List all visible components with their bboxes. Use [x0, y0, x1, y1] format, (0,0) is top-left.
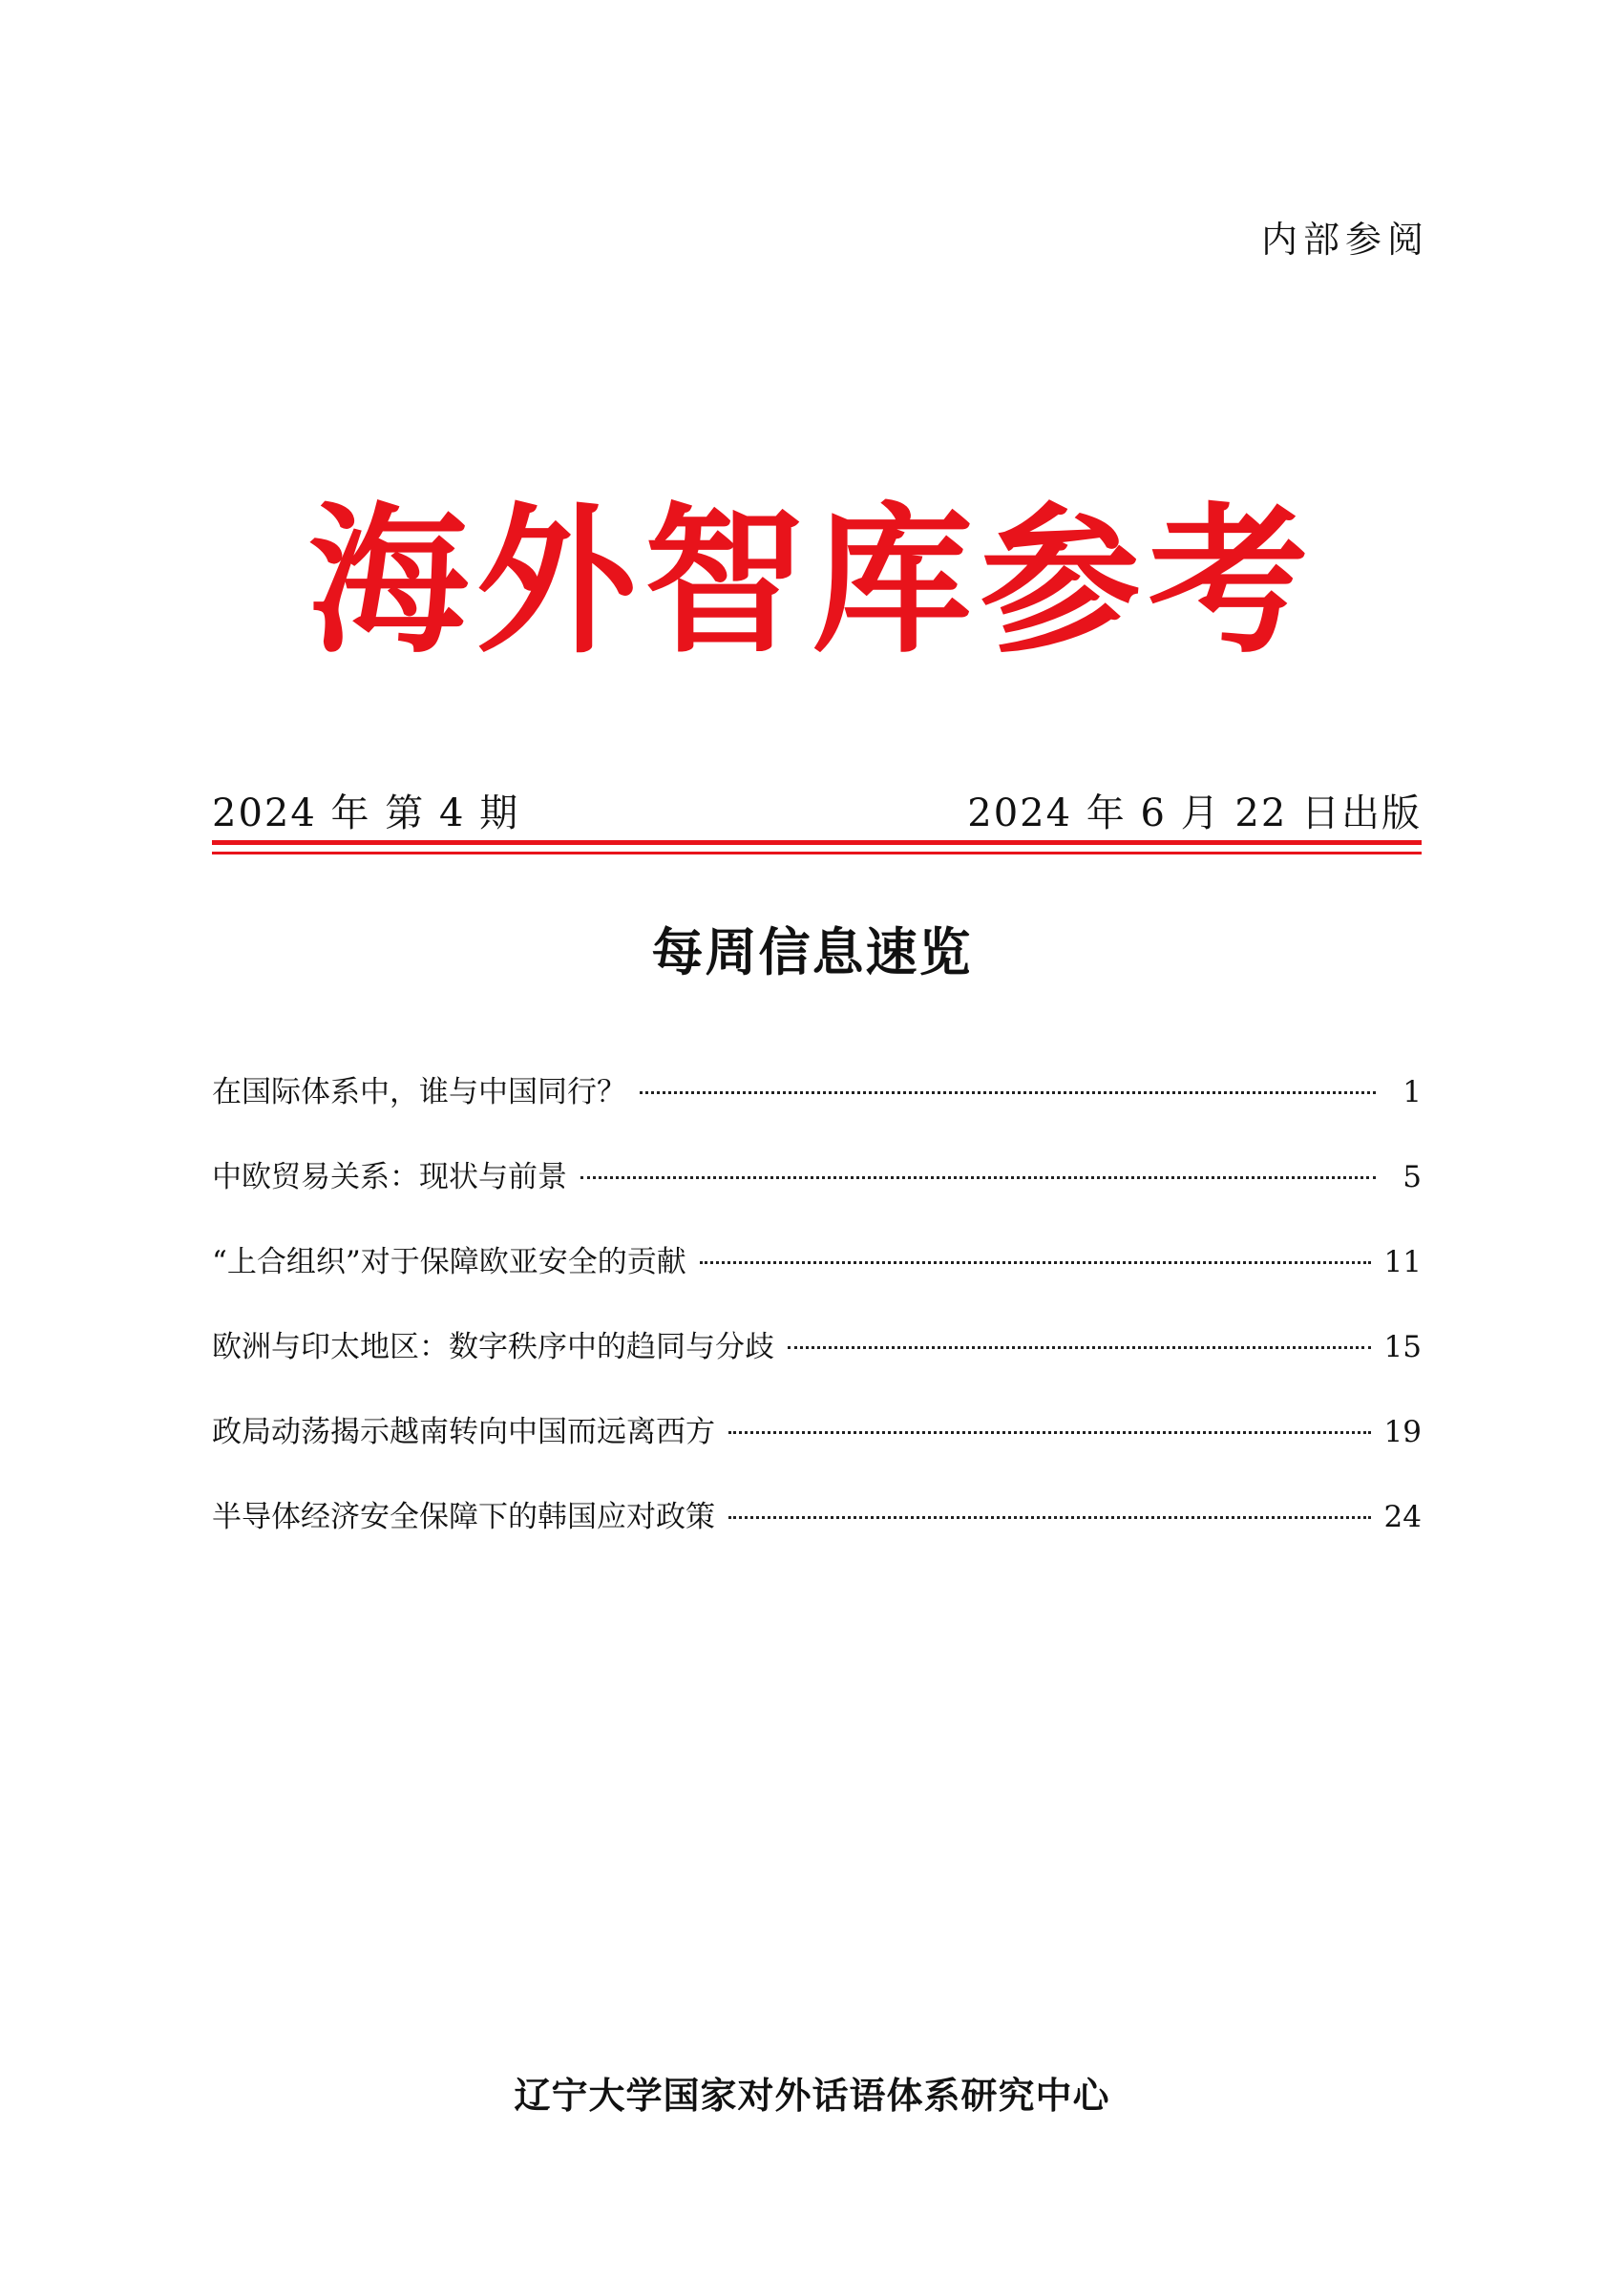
red-rule-thin — [212, 852, 1422, 854]
toc-dot-leader — [728, 1516, 1371, 1519]
toc-entry-title: “上合组织”对于保障欧亚安全的贡献 — [212, 1245, 686, 1279]
toc-entry[interactable] — [212, 1067, 1422, 1152]
toc-entry[interactable] — [212, 1407, 1422, 1492]
publish-date: 2024 年 6 月 22 日出版 — [967, 791, 1422, 835]
toc-entry-title: 半导体经济安全保障下的韩国应对政策 — [212, 1500, 715, 1534]
toc-entry[interactable] — [212, 1152, 1422, 1237]
toc-dot-leader — [640, 1091, 1376, 1094]
issue-number: 2024 年 第 4 期 — [212, 791, 520, 835]
masthead-title: 海外智库参考 — [307, 486, 1317, 675]
publisher-name: 辽宁大学国家对外话语体系研究中心 — [514, 2075, 1110, 2117]
red-rule-thick — [212, 840, 1422, 845]
toc-dot-leader — [580, 1176, 1376, 1179]
toc-dot-leader — [788, 1346, 1371, 1349]
toc-entry-page: 24 — [1383, 1500, 1422, 1534]
classification-label: 内部参阅 — [1260, 219, 1429, 261]
toc-entry-title: 政局动荡揭示越南转向中国而远离西方 — [212, 1415, 715, 1449]
toc-dot-leader — [728, 1431, 1371, 1434]
toc-entry-page: 15 — [1383, 1330, 1422, 1364]
toc-entry-title: 欧洲与印太地区：数字秩序中的趋同与分歧 — [212, 1330, 774, 1364]
toc-entry-page: 19 — [1383, 1415, 1422, 1449]
toc-dot-leader — [700, 1261, 1371, 1264]
toc-entry-title: 在国际体系中，谁与中国同行？ — [212, 1075, 626, 1109]
toc-entry-page: 11 — [1383, 1245, 1422, 1279]
toc-entry-page: 5 — [1403, 1160, 1422, 1194]
table-of-contents — [212, 1067, 1422, 1577]
toc-entry[interactable] — [212, 1237, 1422, 1322]
issue-info — [212, 783, 1422, 836]
toc-entry[interactable] — [212, 1492, 1422, 1577]
toc-entry-page: 1 — [1403, 1075, 1422, 1109]
toc-entry-title: 中欧贸易关系：现状与前景 — [212, 1160, 567, 1194]
section-heading: 每周信息速览 — [651, 922, 973, 982]
toc-entry[interactable] — [212, 1322, 1422, 1407]
